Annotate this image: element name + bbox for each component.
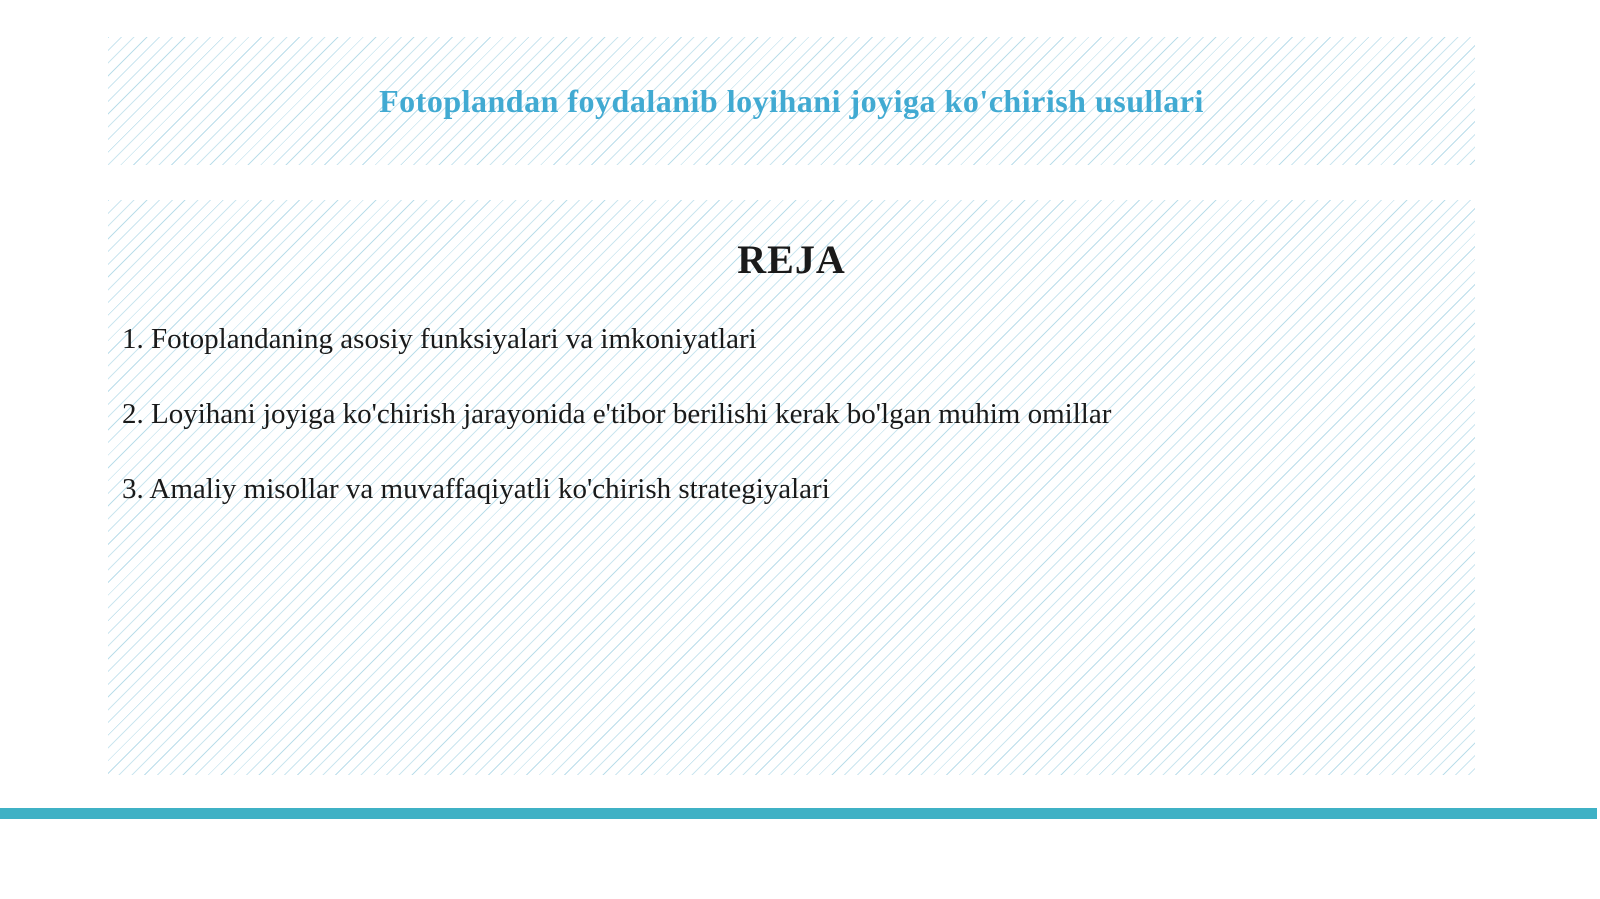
title-panel <box>108 37 1475 165</box>
agenda-item-3: 3. Amaliy misollar va muvaffaqiyatli ko'chirish strategiyalari <box>122 473 830 505</box>
agenda-heading: REJA <box>737 237 846 282</box>
agenda-item-2: 2. Loyihani joyiga ko'chirish jarayonida e'tibor berilishi kerak bo'lgan muhim omillar <box>122 398 1112 430</box>
agenda-item-1: 1. Fotoplandaning asosiy funksiyalari va imkoniyatlari <box>122 323 757 355</box>
agenda-list <box>108 322 1475 507</box>
bottom-accent-bar <box>0 808 1597 819</box>
content-panel <box>108 200 1475 775</box>
slide-title: Fotoplandan foydalanib loyihani joyiga ko'chirish usullari <box>379 82 1204 119</box>
